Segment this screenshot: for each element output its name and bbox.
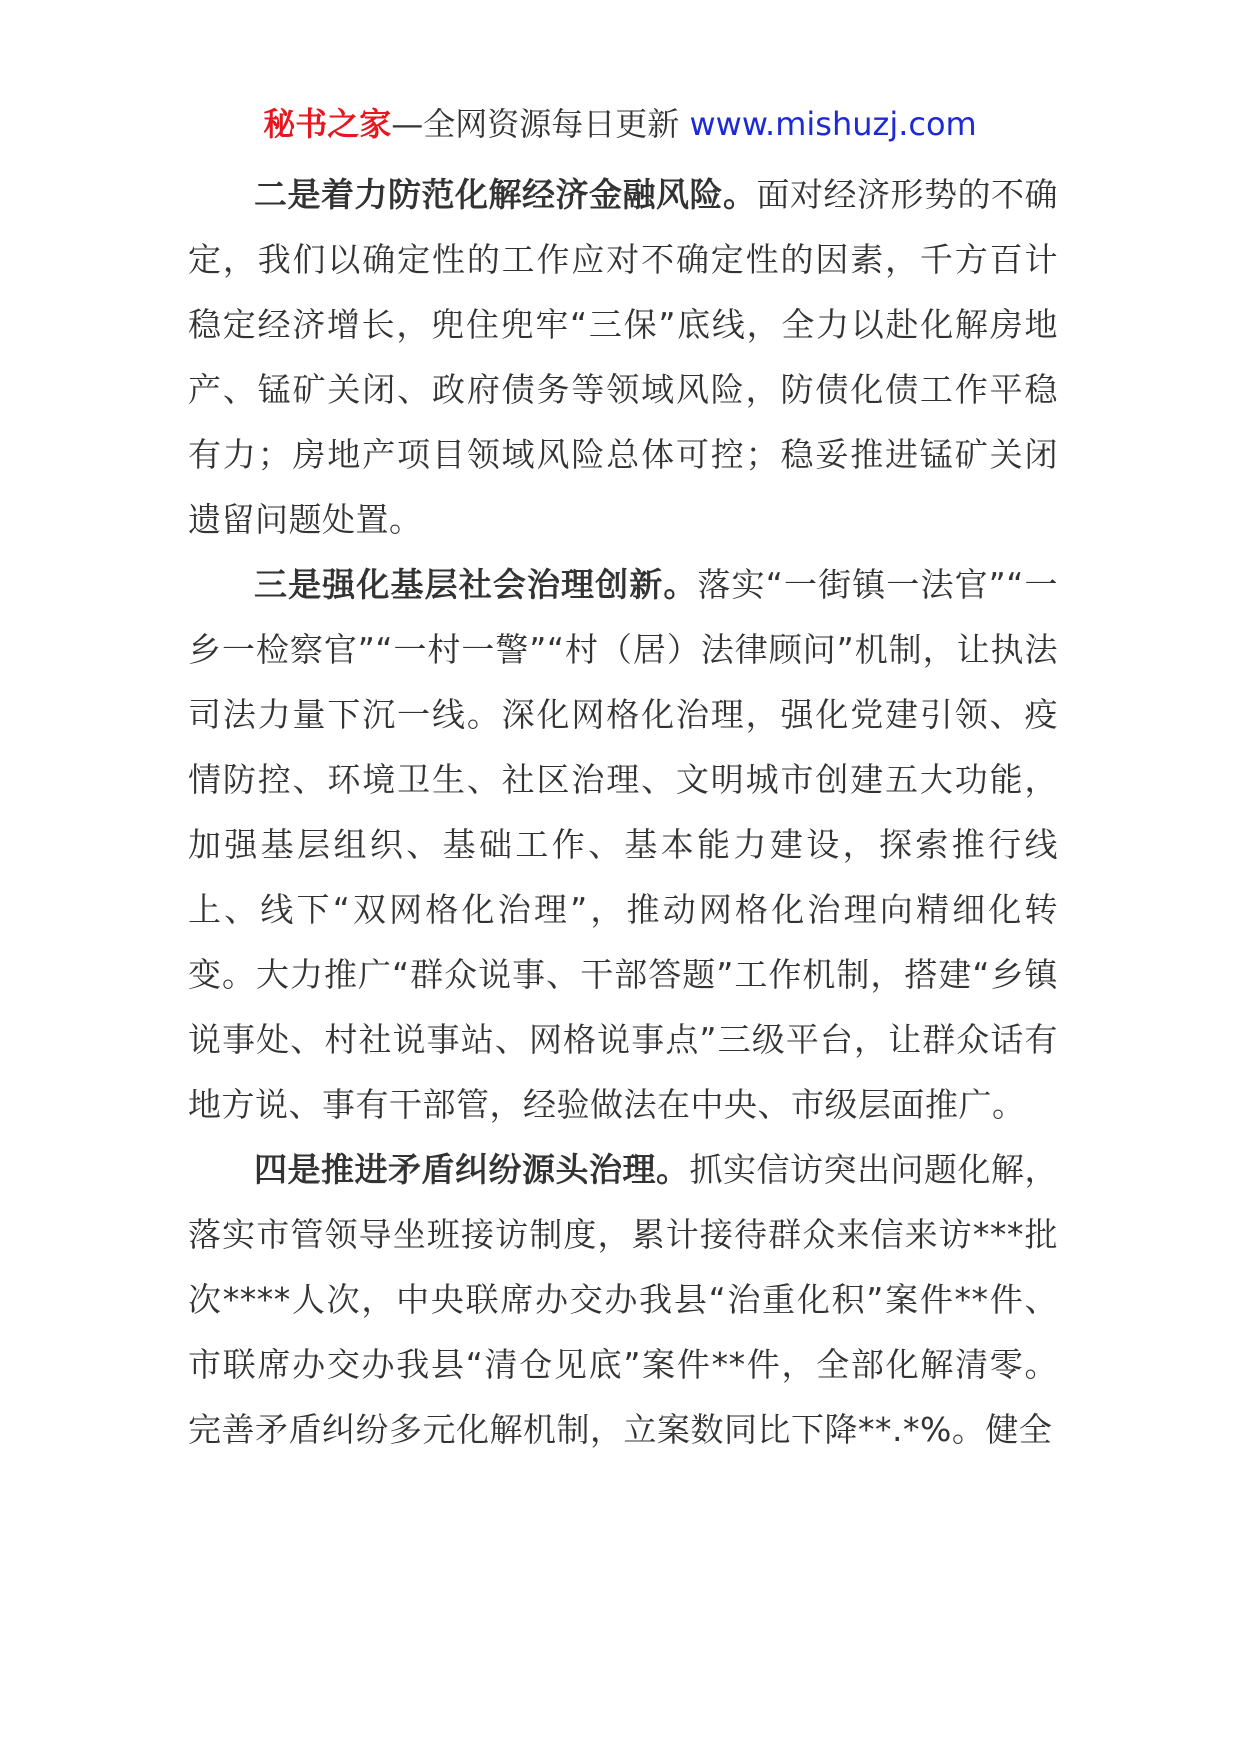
paragraph-text: 落实“一街镇一法官”“一乡一检察官”“一村一警”“村（居）法律顾问”机制，让执法司法力量下沉一线。深化网格化治理，强化党建引领、疫情防控、环境卫生、社区治理、文明城市创建五大功能，加强基层组织、基础工作、基本能力建设，探索推行线上、线下“双网格化治理”，推动网格化治理向精细化转变。大力推广“群众说事、干部答题”工作机制，搭建“乡镇说事处、村社说事站、网格说事点”三级平台，让群众话有地方说、事有干部管，经验做法在中央、市级层面推广。 xyxy=(188,565,1058,1124)
document-body xyxy=(188,162,1058,1462)
paragraph-grassroots-governance xyxy=(188,552,1058,1137)
paragraph-heading: 四是推进矛盾纠纷源头治理。 xyxy=(254,1150,690,1189)
paragraph-heading: 二是着力防范化解经济金融风险。 xyxy=(254,175,757,214)
paragraph-dispute-resolution xyxy=(188,1137,1058,1462)
paragraph-text: 抓实信访突出问题化解，落实市管领导坐班接访制度，累计接待群众来信来访***批次****人次，中央联席办交办我县“治重化积”案件**件、市联席办交办我县“清仓见底”案件**件，全部化解清零。完善矛盾纠纷多元化解机制，立案数同比下降**.*%。健全 xyxy=(188,1150,1058,1449)
header-tagline: —全网资源每日更新 xyxy=(391,105,690,143)
paragraph-text: 面对经济形势的不确定，我们以确定性的工作应对不确定性的因素，千方百计稳定经济增长，兜住兜牢“三保”底线，全力以赴化解房地产、锰矿关闭、政府债务等领域风险，防债化债工作平稳有力；房地产项目领域风险总体可控；稳妥推进锰矿关闭遗留问题处置。 xyxy=(188,175,1058,539)
paragraph-economic-risk xyxy=(188,162,1058,552)
header-url-link[interactable]: www.mishuzj.com xyxy=(689,105,977,143)
watermark-header xyxy=(0,100,1240,148)
header-brand: 秘书之家 xyxy=(263,105,392,143)
paragraph-heading: 三是强化基层社会治理创新。 xyxy=(254,565,698,604)
